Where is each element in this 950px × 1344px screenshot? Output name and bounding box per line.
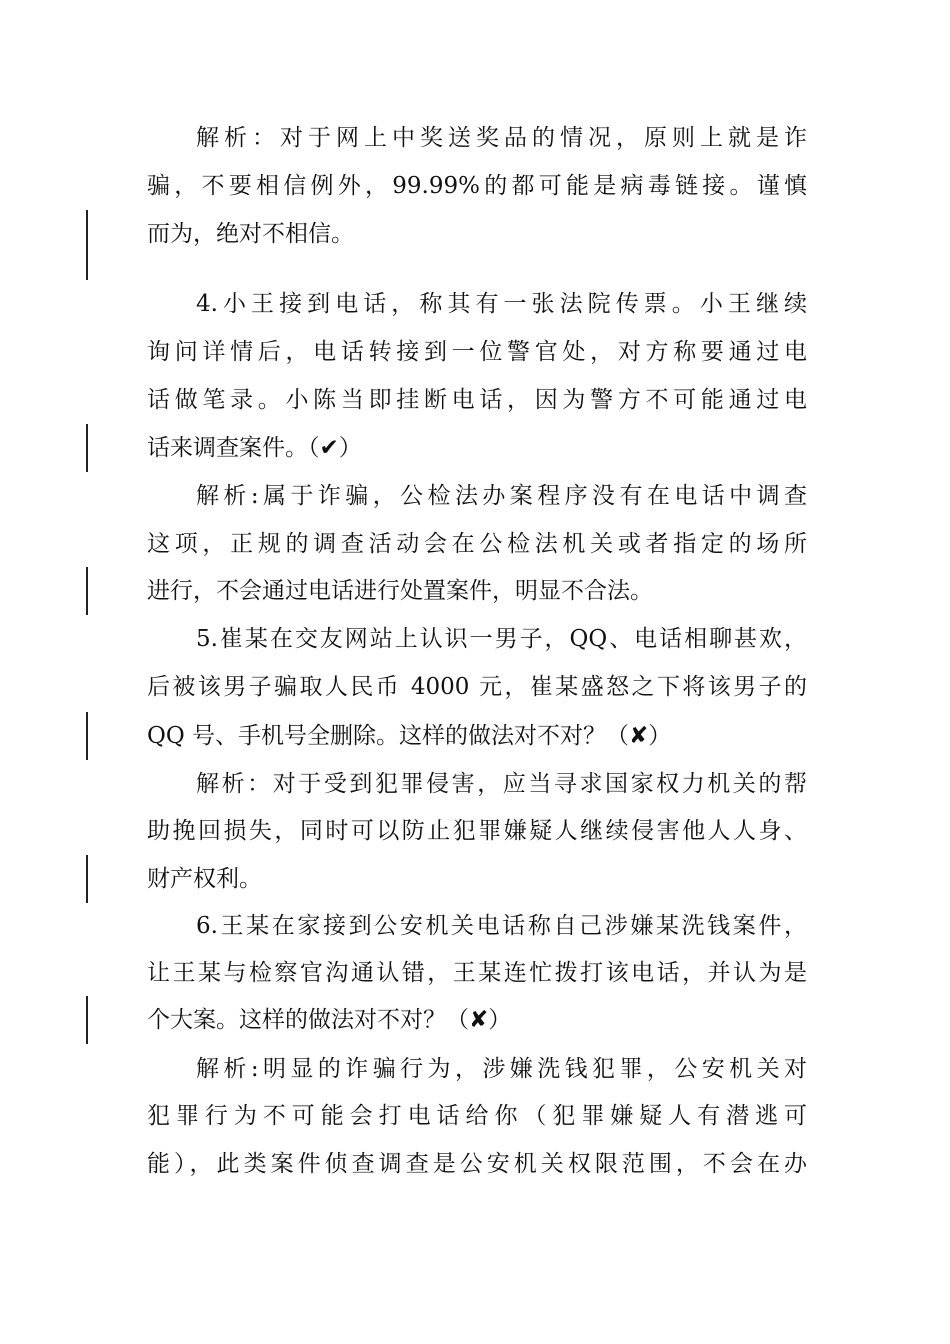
text-line: 4.小王接到电话，称其有一张法院传票。小王继续 — [196, 291, 807, 317]
text-line: 这项，正规的调查活动会在公检法机关或者指定的场所 — [147, 531, 807, 557]
text-line: 解析:属于诈骗，公检法办案程序没有在电话中调查 — [196, 483, 807, 509]
text-line: 话做笔录。小陈当即挂断电话，因为警方不可能通过电 — [147, 387, 807, 413]
text-line: 5.崔某在交友网站上认识一男子，QQ、电话相聊甚欢， — [196, 626, 807, 652]
revision-bar-5 — [86, 855, 88, 903]
text-line: 让王某与检察官沟通认错，王某连忙拨打该电话，并认为是 — [147, 960, 807, 986]
text-line: 能），此类案件侦查调查是公安机关权限范围，不会在办 — [147, 1151, 807, 1177]
text-line: 而为，绝对不相信。 — [147, 221, 354, 247]
revision-bar-2 — [86, 424, 88, 472]
revision-bar-6 — [86, 996, 88, 1044]
revision-bar-1 — [86, 210, 88, 280]
text-line: 解析：对于网上中奖送奖品的情况，原则上就是诈 — [196, 125, 807, 151]
text-line: 财产权利。 — [147, 866, 262, 892]
text-line: 助挽回损失，同时可以防止犯罪嫌疑人继续侵害他人人身、 — [147, 818, 807, 844]
text-line: 询问详情后，电话转接到一位警官处，对方称要通过电 — [147, 339, 807, 365]
revision-bar-4 — [86, 712, 88, 760]
text-line: 话来调查案件。（✔） — [147, 435, 362, 461]
text-line: 解析：对于受到犯罪侵害，应当寻求国家权力机关的帮 — [196, 771, 807, 797]
revision-bar-3 — [86, 567, 88, 615]
text-line: QQ 号、手机号全删除。这样的做法对不对？（✘） — [147, 723, 672, 749]
text-line: 进行，不会通过电话进行处置案件，明显不合法。 — [147, 578, 653, 604]
text-line: 解析:明显的诈骗行为，涉嫌洗钱犯罪，公安机关对 — [196, 1056, 807, 1082]
text-line: 骗，不要相信例外，99.99%的都可能是病毒链接。谨慎 — [147, 173, 807, 199]
text-line: 个大案。这样的做法对不对？（✘） — [147, 1007, 512, 1033]
text-line: 犯罪行为不可能会打电话给你（犯罪嫌疑人有潜逃可 — [147, 1103, 807, 1129]
text-line: 6.王某在家接到公安机关电话称自己涉嫌某洗钱案件， — [196, 913, 807, 939]
text-line: 后被该男子骗取人民币 4000 元，崔某盛怒之下将该男子的 — [147, 674, 807, 700]
